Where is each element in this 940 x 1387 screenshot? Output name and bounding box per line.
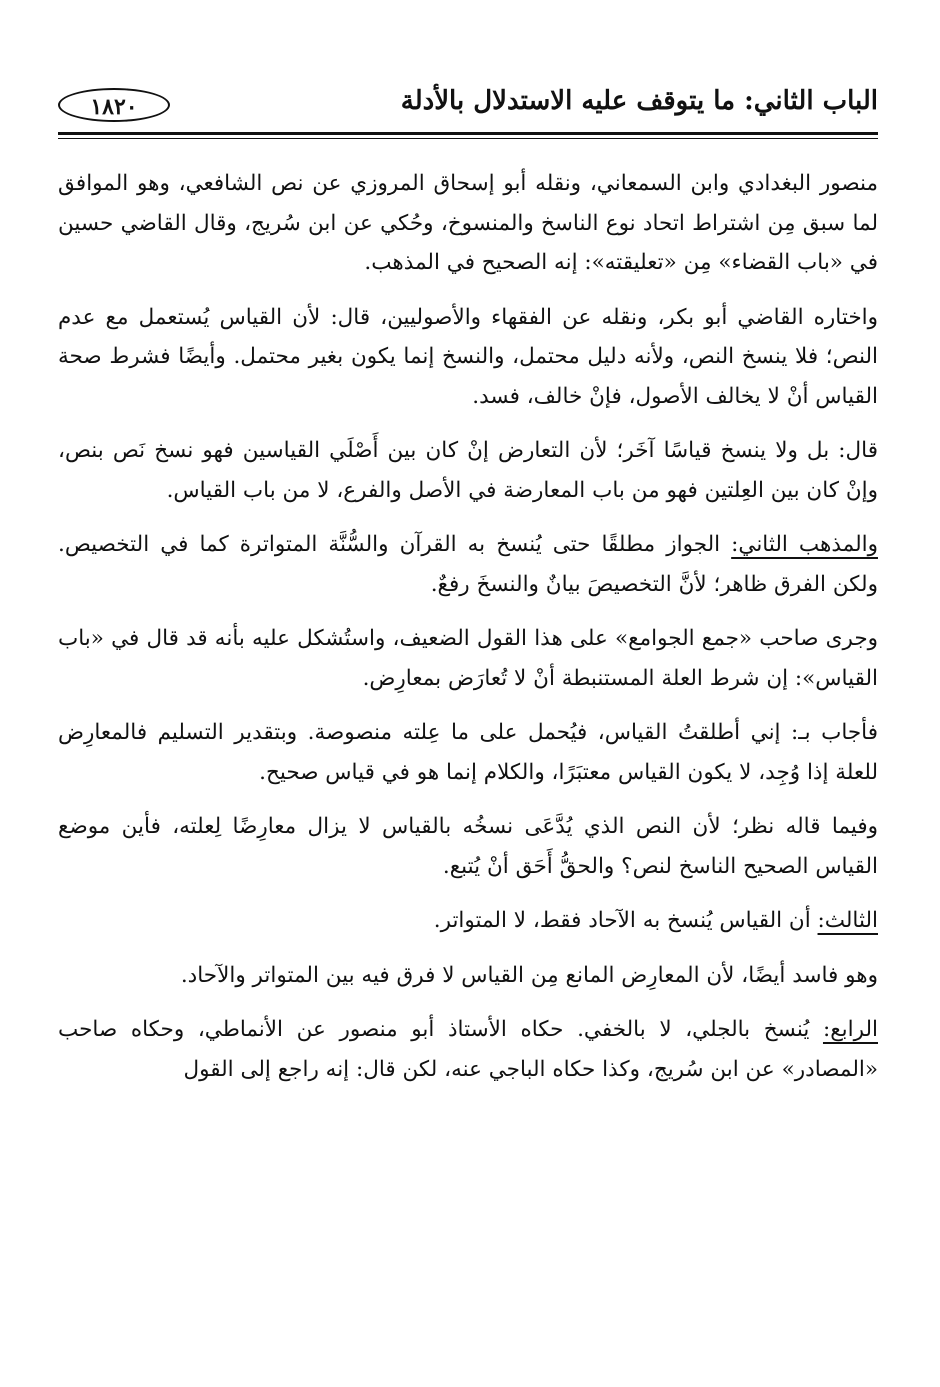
paragraph xyxy=(58,525,878,604)
paragraph-text: يُنسخ بالجلي، لا بالخفي. حكاه الأستاذ أبو منصور عن الأنماطي، وحكاه صاحب «المصادر» عن ابن سُريج، وكذا حكاه الباجي عنه، لكن قال: إنه راجع إلى القول xyxy=(58,1017,878,1082)
body-text xyxy=(58,164,878,1104)
paragraph-label: والمذهب الثاني: xyxy=(731,532,878,557)
paragraph-text: الجواز مطلقًا حتى يُنسخ به القرآن والسُّنَّة المتواترة كما في التخصيص. ولكن الفرق ظاهر؛ لأنَّ التخصيصَ بيانٌ والنسخَ رفعٌ. xyxy=(58,532,878,597)
page-header xyxy=(58,78,878,134)
paragraph-text: وفيما قاله نظر؛ لأن النص الذي يُدَّعَى نسخُه بالقياس لا يزال معارِضًا لِعلته، فأين موضع القياس الصحيح الناسخ لنص؟ والحقُّ أَحَق أنْ يُتبع. xyxy=(58,814,878,879)
paragraph-text: فأجاب بـ: إني أطلقتُ القياس، فيُحمل على ما عِلته منصوصة. وبتقدير التسليم فالمعارِض للعلة إذا وُجِد، لا يكون القياس معتبَرًا، والكلام إنما هو في قياس صحيح. xyxy=(58,720,878,785)
paragraph-text: منصور البغدادي وابن السمعاني، ونقله أبو إسحاق المروزي عن نص الشافعي، وهو الموافق لما سبق مِن اشتراط اتحاد نوع الناسخ والمنسوخ، وحُكي عن ابن سُريج، وقال القاضي حسين في «باب القضاء» مِن «تعليقته»: إنه الصحيح في المذهب. xyxy=(58,171,878,275)
paragraph xyxy=(58,431,878,510)
paragraph xyxy=(58,901,878,941)
paragraph xyxy=(58,807,878,886)
header-rule-thin xyxy=(58,138,878,139)
book-page xyxy=(58,78,878,1082)
header-rule xyxy=(58,132,878,135)
paragraph xyxy=(58,298,878,417)
paragraph-label: الثالث: xyxy=(817,908,878,933)
running-title: الباب الثاني: ما يتوقف عليه الاستدلال بالأدلة xyxy=(400,86,878,116)
page-number: ١٨٢٠ xyxy=(58,88,170,122)
paragraph-text: واختاره القاضي أبو بكر، ونقله عن الفقهاء والأصوليين، قال: لأن القياس يُستعمل مع عدم النص؛ فلا ينسخ النص، ولأنه دليل محتمل، والنسخ إنما يكون بغير محتمل. وأيضًا فشرط صحة القياس أنْ لا يخالف الأصول، فإنْ خالف، فسد. xyxy=(58,304,878,409)
paragraph-text: أن القياس يُنسخ به الآحاد فقط، لا المتواتر. xyxy=(433,908,818,933)
paragraph xyxy=(58,713,878,792)
paragraph-label: الرابع: xyxy=(822,1017,878,1042)
paragraph xyxy=(58,619,878,698)
paragraph xyxy=(58,164,878,283)
paragraph xyxy=(58,1010,878,1089)
paragraph-text: وجرى صاحب «جمع الجوامع» على هذا القول الضعيف، واستُشكل عليه بأنه قد قال في «باب القياس»: إن شرط العلة المستنبطة أنْ لا تُعارَض بمعارِض. xyxy=(58,626,878,691)
paragraph-text: قال: بل ولا ينسخ قياسًا آخَر؛ لأن التعارض إنْ كان بين أَصْلَي القياسين فهو نسخ نَص بنص، وإنْ كان بين العِلتين فهو من باب المعارضة في الأصل والفرع، لا من باب القياس. xyxy=(58,438,878,503)
paragraph xyxy=(58,956,878,996)
paragraph-text: وهو فاسد أيضًا، لأن المعارِض المانع مِن القياس لا فرق فيه بين المتواتر والآحاد. xyxy=(180,962,878,988)
